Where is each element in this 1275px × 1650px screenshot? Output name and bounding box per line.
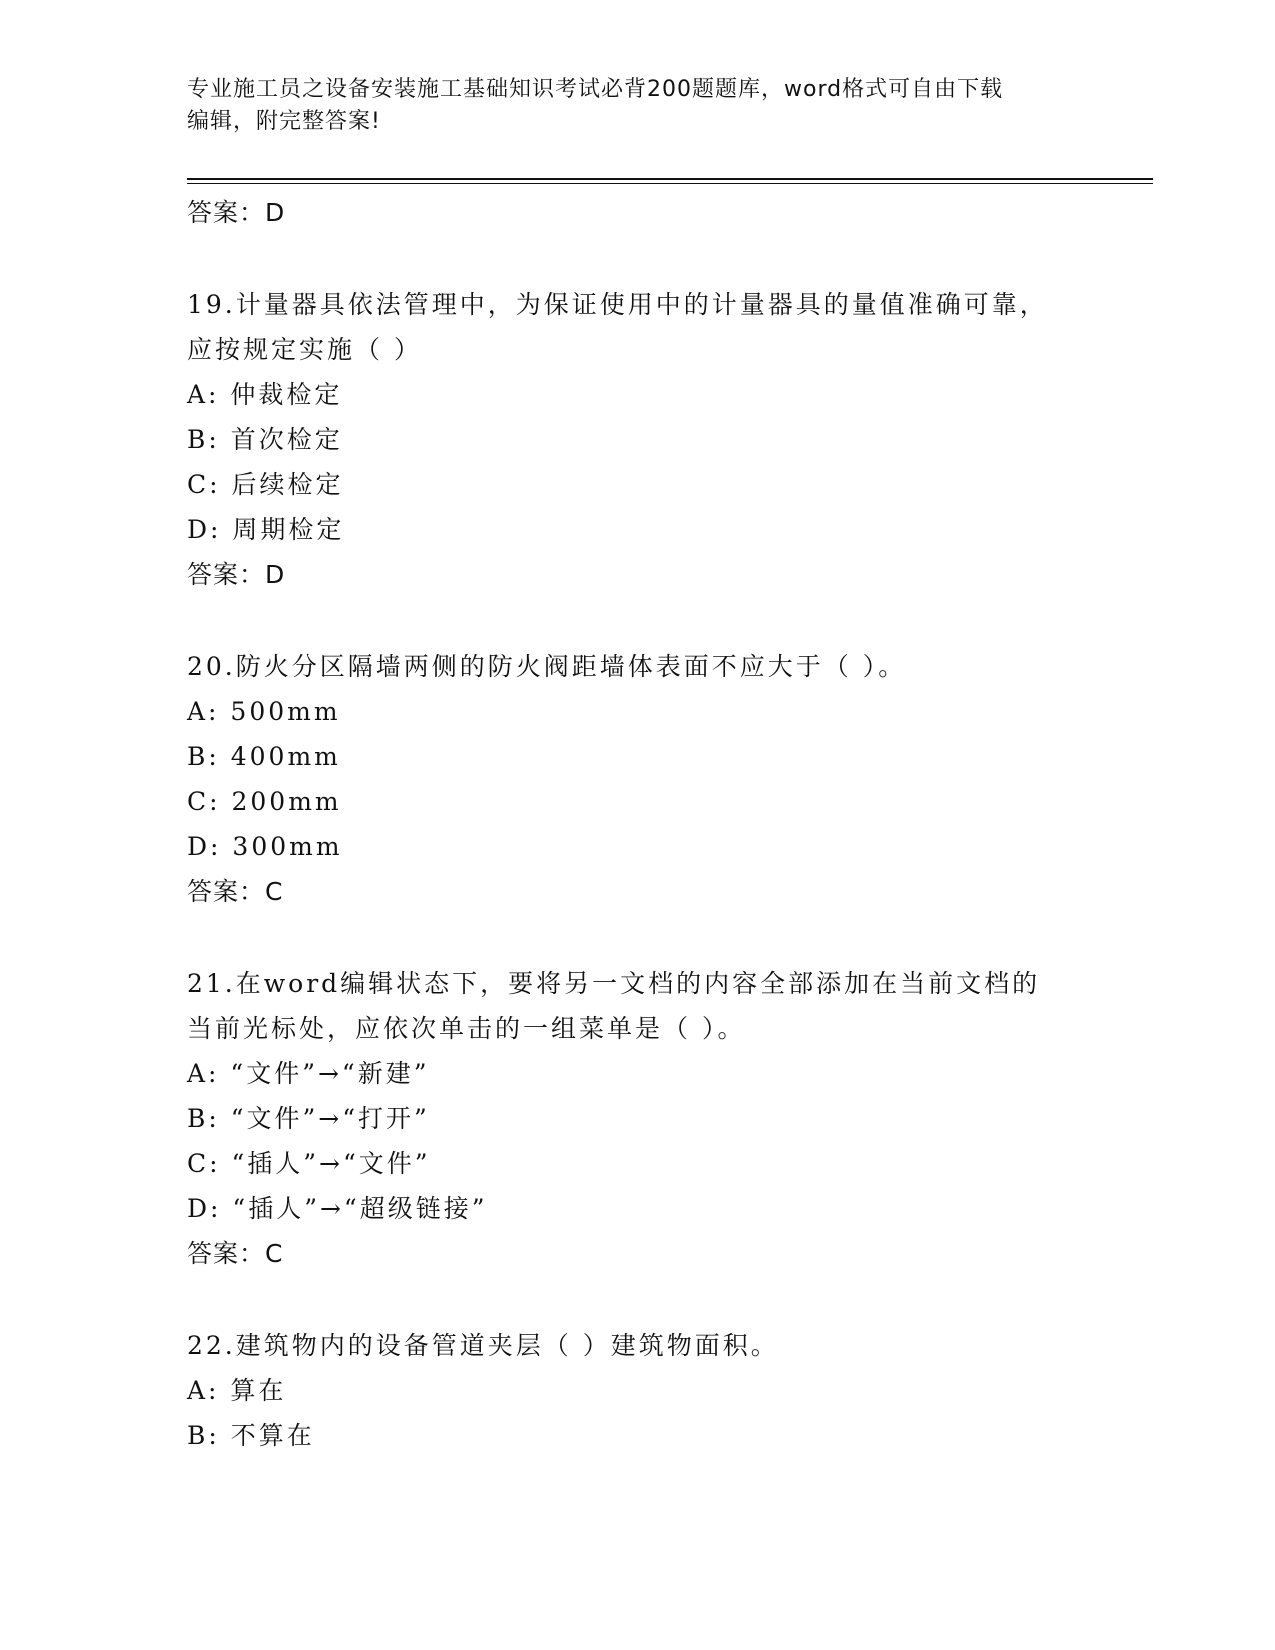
question-block bbox=[187, 961, 1087, 1276]
answer-line: 答案：C bbox=[187, 1239, 284, 1268]
answer-line: 答案：C bbox=[187, 877, 284, 906]
option-b: B: 不算在 bbox=[187, 1421, 315, 1450]
option-c: C: “插人”→“文件” bbox=[187, 1149, 431, 1178]
option-d: D: “插人”→“超级链接” bbox=[187, 1194, 488, 1223]
option-d: D: 周期检定 bbox=[187, 515, 345, 544]
question-text-line: 22.建筑物内的设备管道夹层（ ）建筑物面积。 bbox=[187, 1331, 779, 1360]
option-b: B: “文件”→“打开” bbox=[187, 1104, 430, 1133]
option-a: A: 500mm bbox=[187, 697, 341, 726]
question-block bbox=[187, 644, 1087, 914]
question-text-line: 当前光标处，应依次单击的一组菜单是（ ）。 bbox=[187, 1014, 746, 1043]
question-text-line: 19.计量器具依法管理中，为保证使用中的计量器具的量值准确可靠， bbox=[187, 290, 1048, 319]
option-a: A: 算在 bbox=[187, 1376, 287, 1405]
option-b: B: 400mm bbox=[187, 742, 341, 771]
question-list bbox=[187, 190, 1087, 1458]
question-text-line: 21.在word编辑状态下，要将另一文档的内容全部添加在当前文档的 bbox=[187, 969, 1041, 998]
header-rule-thick bbox=[187, 178, 1153, 180]
page-header bbox=[187, 74, 1087, 138]
question-text-line: 应按规定实施（ ） bbox=[187, 335, 422, 364]
answer-line: 答案：D bbox=[187, 198, 286, 227]
spacer bbox=[187, 1276, 1087, 1323]
header-rule-thin bbox=[187, 183, 1153, 184]
option-a: A: “文件”→“新建” bbox=[187, 1059, 430, 1088]
option-a: A: 仲裁检定 bbox=[187, 380, 343, 409]
option-d: D: 300mm bbox=[187, 832, 343, 861]
header-line-1: 专业施工员之设备安装施工基础知识考试必背200题题库，word格式可自由下载 bbox=[187, 77, 1004, 102]
spacer bbox=[187, 914, 1087, 961]
header-line-2: 编辑，附完整答案! bbox=[187, 109, 381, 134]
question-block bbox=[187, 282, 1087, 597]
question-block bbox=[187, 1323, 1087, 1458]
option-b: B: 首次检定 bbox=[187, 425, 343, 454]
question-text-line: 20.防火分区隔墙两侧的防火阀距墙体表面不应大于（ ）。 bbox=[187, 652, 907, 681]
spacer bbox=[187, 597, 1087, 644]
spacer bbox=[187, 235, 1087, 282]
option-c: C: 后续检定 bbox=[187, 470, 344, 499]
answer-line: 答案：D bbox=[187, 560, 286, 589]
option-c: C: 200mm bbox=[187, 787, 342, 816]
